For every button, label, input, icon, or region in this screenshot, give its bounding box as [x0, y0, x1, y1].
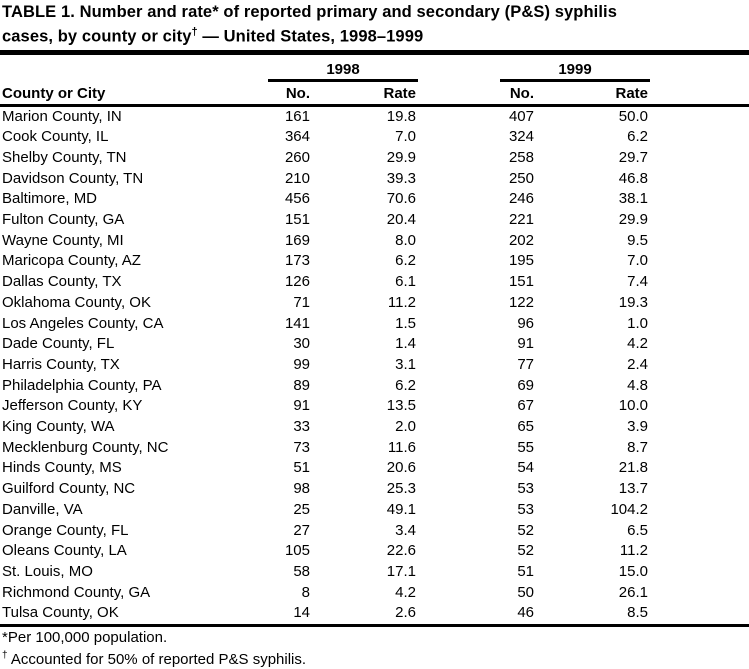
table-body — [0, 105, 749, 626]
table-row — [0, 438, 749, 459]
empty-header-cell — [650, 55, 749, 82]
cell-filler — [650, 231, 749, 252]
cell-rate-1998: 3.1 — [395, 355, 416, 373]
footnote-county — [2, 647, 749, 669]
title-text-line2-post: — United States, 1998–1999 — [197, 27, 424, 46]
cell-county: Shelby County, TN — [2, 148, 127, 166]
cell-county: Maricopa County, AZ — [2, 252, 141, 270]
cell-no-1999: 54 — [517, 459, 534, 477]
cell-rate-1998: 49.1 — [386, 500, 416, 518]
cell-rate-1999: 104.2 — [610, 500, 648, 518]
cell-no-1999: 407 — [508, 107, 534, 125]
empty-header-cell — [650, 82, 749, 106]
syphilis-cases-table — [0, 55, 749, 628]
cell-filler — [650, 355, 749, 376]
table-row — [0, 251, 749, 272]
table-row — [0, 231, 749, 252]
cell-no-1998: 30 — [293, 335, 310, 353]
cell-rate-1998: 6.1 — [395, 273, 416, 291]
cell-no-1998: 8 — [301, 583, 310, 601]
cell-no-1998: 169 — [284, 231, 310, 249]
cell-no-1998: 151 — [284, 211, 310, 229]
cell-county: Los Angeles County, CA — [2, 314, 164, 332]
cell-rate-1998: 2.6 — [395, 604, 416, 622]
cell-filler — [650, 210, 749, 231]
cell-no-1998: 364 — [284, 128, 310, 146]
cell-no-1998: 51 — [293, 459, 310, 477]
cell-filler — [650, 105, 749, 127]
cell-rate-1999: 2.4 — [627, 355, 648, 373]
cell-filler — [650, 272, 749, 293]
cell-filler — [650, 314, 749, 335]
year-1998-cell — [252, 55, 418, 82]
table-row — [0, 376, 749, 397]
cell-no-1998: 89 — [293, 376, 310, 394]
cell-rate-1999: 50.0 — [618, 107, 648, 125]
table-title-line2 — [2, 22, 749, 47]
cell-rate-1998: 20.6 — [386, 459, 416, 477]
cell-rate-1999: 1.0 — [627, 314, 648, 332]
cell-rate-1999: 9.5 — [627, 231, 648, 249]
cell-county: Harris County, TX — [2, 355, 120, 373]
cell-no-1999: 77 — [517, 355, 534, 373]
table-row — [0, 479, 749, 500]
table-row — [0, 562, 749, 583]
cell-county: Orange County, FL — [2, 521, 129, 539]
table-row — [0, 396, 749, 417]
cell-rate-1999: 6.5 — [627, 521, 648, 539]
footnote-county-text: Accounted for 50% of reported P&S syphilis. — [7, 651, 307, 669]
cell-no-1999: 65 — [517, 418, 534, 436]
cell-rate-1998: 1.4 — [395, 335, 416, 353]
footnote-rate — [2, 629, 749, 647]
cell-no-1998: 91 — [293, 397, 310, 415]
cell-no-1999: 67 — [517, 397, 534, 415]
title-text-line1: TABLE 1. Number and rate* of reported primary and secondary (P&S) syphilis — [2, 3, 617, 21]
cell-filler — [650, 417, 749, 438]
cell-rate-1999: 29.9 — [618, 211, 648, 229]
column-header-county: County or City — [0, 82, 252, 106]
cell-filler — [650, 189, 749, 210]
cell-filler — [650, 541, 749, 562]
cell-no-1998: 260 — [284, 148, 310, 166]
cell-filler — [650, 583, 749, 604]
cell-no-1999: 151 — [508, 273, 534, 291]
column-header-no-1998: No. — [252, 82, 312, 106]
cell-no-1999: 53 — [517, 480, 534, 498]
table-row — [0, 541, 749, 562]
table-row — [0, 417, 749, 438]
cell-county: Dade County, FL — [2, 335, 115, 353]
cell-rate-1998: 29.9 — [386, 148, 416, 166]
cell-rate-1999: 46.8 — [618, 169, 648, 187]
footnote-rate-text: Per 100,000 population. — [7, 629, 168, 647]
cell-county: King County, WA — [2, 418, 115, 436]
cell-no-1999: 46 — [517, 604, 534, 622]
cell-no-1998: 73 — [293, 438, 310, 456]
cell-no-1999: 246 — [508, 190, 534, 208]
cell-filler — [650, 603, 749, 625]
cell-filler — [650, 438, 749, 459]
cell-no-1999: 250 — [508, 169, 534, 187]
cell-no-1999: 53 — [517, 500, 534, 518]
cell-no-1999: 50 — [517, 583, 534, 601]
cell-filler — [650, 479, 749, 500]
cell-rate-1999: 38.1 — [618, 190, 648, 208]
cell-filler — [650, 458, 749, 479]
cell-county: Davidson County, TN — [2, 169, 144, 187]
cell-rate-1999: 15.0 — [618, 562, 648, 580]
cell-rate-1999: 3.9 — [627, 418, 648, 436]
cell-no-1998: 161 — [284, 107, 310, 125]
cell-no-1999: 91 — [517, 335, 534, 353]
cell-no-1998: 105 — [284, 542, 310, 560]
cell-filler — [650, 148, 749, 169]
table-title — [0, 2, 749, 47]
cell-county: Cook County, IL — [2, 128, 109, 146]
cell-rate-1998: 25.3 — [386, 480, 416, 498]
cell-no-1999: 122 — [508, 293, 534, 311]
cell-rate-1999: 19.3 — [618, 293, 648, 311]
cell-rate-1998: 7.0 — [395, 128, 416, 146]
cell-no-1998: 71 — [293, 293, 310, 311]
cell-rate-1998: 22.6 — [386, 542, 416, 560]
cell-rate-1998: 3.4 — [395, 521, 416, 539]
column-header-rate-1998: Rate — [312, 82, 418, 106]
cell-rate-1998: 19.8 — [386, 107, 416, 125]
cell-rate-1999: 26.1 — [618, 583, 648, 601]
cell-rate-1999: 13.7 — [618, 480, 648, 498]
cell-county: Marion County, IN — [2, 107, 122, 125]
table-row — [0, 169, 749, 190]
table-row — [0, 314, 749, 335]
cell-no-1998: 210 — [284, 169, 310, 187]
table-row — [0, 189, 749, 210]
table-row — [0, 458, 749, 479]
cell-rate-1999: 8.5 — [627, 604, 648, 622]
column-header-rate-1999: Rate — [536, 82, 650, 106]
cell-county: Tulsa County, OK — [2, 604, 119, 622]
cell-rate-1999: 4.2 — [627, 335, 648, 353]
cell-rate-1998: 13.5 — [386, 397, 416, 415]
cell-rate-1999: 6.2 — [627, 128, 648, 146]
table-row — [0, 603, 749, 625]
cell-county: Mecklenburg County, NC — [2, 438, 169, 456]
table-row — [0, 521, 749, 542]
cell-no-1998: 99 — [293, 355, 310, 373]
table-row — [0, 127, 749, 148]
cell-county: Fulton County, GA — [2, 211, 125, 229]
cell-county: St. Louis, MO — [2, 562, 93, 580]
cell-no-1999: 221 — [508, 211, 534, 229]
table-row — [0, 500, 749, 521]
column-header-row — [0, 82, 749, 106]
cell-rate-1998: 2.0 — [395, 418, 416, 436]
cell-rate-1999: 10.0 — [618, 397, 648, 415]
cell-filler — [650, 396, 749, 417]
cell-rate-1998: 39.3 — [386, 169, 416, 187]
cell-filler — [650, 169, 749, 190]
year-1998-label: 1998 — [268, 62, 418, 82]
table-row — [0, 105, 749, 127]
cell-rate-1998: 4.2 — [395, 583, 416, 601]
cell-rate-1998: 70.6 — [386, 190, 416, 208]
cell-rate-1998: 17.1 — [386, 562, 416, 580]
cell-no-1999: 195 — [508, 252, 534, 270]
cell-rate-1999: 29.7 — [618, 148, 648, 166]
cell-no-1998: 58 — [293, 562, 310, 580]
cell-county: Oklahoma County, OK — [2, 293, 151, 311]
footnotes — [0, 627, 749, 669]
cell-no-1998: 456 — [284, 190, 310, 208]
table-row — [0, 583, 749, 604]
cell-county: Jefferson County, KY — [2, 397, 143, 415]
cell-no-1999: 52 — [517, 521, 534, 539]
cell-no-1999: 69 — [517, 376, 534, 394]
cell-rate-1999: 11.2 — [619, 542, 648, 560]
cell-filler — [650, 293, 749, 314]
year-1999-label: 1999 — [500, 62, 650, 82]
cell-rate-1998: 11.6 — [387, 438, 416, 456]
cell-filler — [650, 334, 749, 355]
cell-no-1998: 33 — [293, 418, 310, 436]
year-1999-cell — [418, 55, 650, 82]
cell-rate-1998: 11.2 — [387, 293, 416, 311]
cell-filler — [650, 562, 749, 583]
cell-county: Oleans County, LA — [2, 542, 127, 560]
cell-no-1998: 27 — [293, 521, 310, 539]
cell-rate-1998: 8.0 — [395, 231, 416, 249]
cell-no-1999: 96 — [517, 314, 534, 332]
cell-no-1998: 25 — [293, 500, 310, 518]
cell-county: Baltimore, MD — [2, 190, 98, 208]
cell-rate-1999: 8.7 — [627, 438, 648, 456]
column-header-no-1999: No. — [418, 82, 536, 106]
title-text-line2-pre: cases, by county or city — [2, 27, 192, 46]
cell-no-1998: 173 — [284, 252, 310, 270]
cell-rate-1999: 7.0 — [627, 252, 648, 270]
cell-county: Danville, VA — [2, 500, 83, 518]
cell-filler — [650, 521, 749, 542]
dagger-marker: † — [2, 650, 8, 662]
cell-no-1998: 141 — [284, 314, 310, 332]
cell-no-1998: 126 — [284, 273, 310, 291]
cell-no-1998: 98 — [293, 480, 310, 498]
cell-county: Richmond County, GA — [2, 583, 151, 601]
cell-rate-1999: 21.8 — [618, 459, 648, 477]
cell-county: Guilford County, NC — [2, 480, 136, 498]
cell-no-1998: 14 — [293, 604, 310, 622]
table-row — [0, 210, 749, 231]
cell-filler — [650, 376, 749, 397]
year-header-row — [0, 55, 749, 82]
cell-filler — [650, 251, 749, 272]
cell-no-1999: 52 — [517, 542, 534, 560]
cell-rate-1998: 6.2 — [395, 376, 416, 394]
cell-no-1999: 324 — [508, 128, 534, 146]
cell-rate-1999: 7.4 — [627, 273, 648, 291]
dagger-symbol: † — [191, 26, 198, 38]
cell-no-1999: 51 — [517, 562, 534, 580]
cell-county: Philadelphia County, PA — [2, 376, 162, 394]
table-row — [0, 355, 749, 376]
cell-rate-1998: 20.4 — [386, 211, 416, 229]
cell-filler — [650, 500, 749, 521]
cell-filler — [650, 127, 749, 148]
empty-header-cell — [0, 55, 252, 82]
cell-rate-1998: 1.5 — [395, 314, 416, 332]
cell-rate-1998: 6.2 — [395, 252, 416, 270]
table-row — [0, 293, 749, 314]
table-title-line1 — [2, 2, 749, 22]
table-header — [0, 55, 749, 106]
cell-county: Wayne County, MI — [2, 231, 124, 249]
table-row — [0, 148, 749, 169]
cell-no-1999: 202 — [508, 231, 534, 249]
cell-county: Dallas County, TX — [2, 273, 122, 291]
cell-no-1999: 258 — [508, 148, 534, 166]
asterisk-marker: * — [2, 629, 8, 647]
table-row — [0, 272, 749, 293]
table-row — [0, 334, 749, 355]
cell-no-1999: 55 — [517, 438, 534, 456]
cell-rate-1999: 4.8 — [627, 376, 648, 394]
cell-county: Hinds County, MS — [2, 459, 122, 477]
